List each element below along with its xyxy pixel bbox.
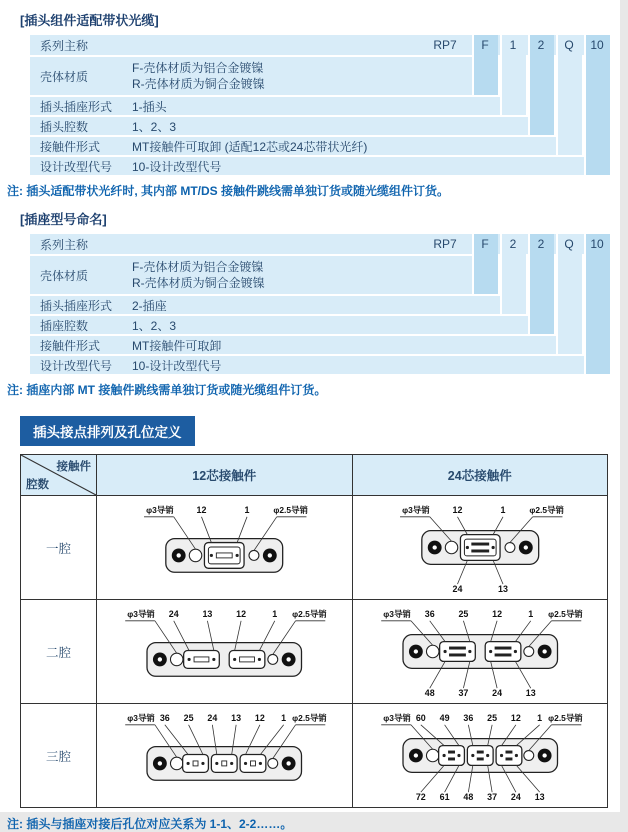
table-row-shell bbox=[30, 256, 498, 294]
connector-diagram-1cavity-24core bbox=[353, 496, 608, 599]
corner-header-cell bbox=[21, 455, 96, 495]
model-code-form: 2 bbox=[509, 237, 517, 251]
row-label: 设计改型代号 bbox=[40, 358, 113, 373]
column-header-12core: 12芯接触件 bbox=[96, 455, 352, 495]
svg-text:24: 24 bbox=[168, 608, 179, 619]
table-row-cavity bbox=[30, 316, 554, 334]
svg-text:1: 1 bbox=[536, 712, 542, 723]
socket-note: 注: 插座内部 MT 接触件跳线需单独订货或随光缆组件订货。 bbox=[7, 383, 327, 397]
connector-diagram-cell bbox=[96, 495, 352, 599]
svg-text:24: 24 bbox=[207, 712, 218, 723]
svg-text:1: 1 bbox=[281, 712, 287, 723]
svg-text:36: 36 bbox=[424, 608, 435, 619]
row-value: 1、2、3 bbox=[132, 119, 177, 134]
row-value bbox=[132, 60, 498, 92]
svg-text:φ2.5导销: φ2.5导销 bbox=[547, 608, 583, 619]
row-value bbox=[132, 259, 498, 291]
row-label: 系列主称 bbox=[40, 38, 89, 53]
svg-text:φ3导销: φ3导销 bbox=[146, 504, 174, 515]
model-code-series: RP7 bbox=[433, 237, 457, 251]
shell-option-f: F-壳体材质为铝合金镀镍 bbox=[132, 61, 264, 75]
connector-diagram-cell bbox=[96, 703, 352, 807]
svg-text:72: 72 bbox=[415, 792, 426, 803]
model-code-cavity: 2 bbox=[537, 237, 545, 251]
cavity-row-label: 一腔 bbox=[21, 495, 96, 599]
svg-text:φ3导销: φ3导销 bbox=[401, 504, 430, 515]
model-code-design: 10 bbox=[590, 38, 604, 52]
plug-model-code-table bbox=[30, 35, 610, 175]
svg-text:1: 1 bbox=[244, 504, 250, 515]
connector-diagram-3cavity-24core bbox=[353, 704, 608, 807]
svg-text:φ3导销: φ3导销 bbox=[127, 712, 155, 723]
row-value: MT接触件可取卸 (适配12芯或24芯带状光纤) bbox=[132, 139, 368, 154]
code-column-band bbox=[584, 234, 610, 374]
svg-text:φ3导销: φ3导销 bbox=[127, 608, 155, 619]
svg-text:49: 49 bbox=[439, 712, 450, 723]
svg-text:φ2.5导销: φ2.5导销 bbox=[547, 712, 583, 723]
row-label: 接触件形式 bbox=[40, 338, 101, 353]
model-code-contact: Q bbox=[564, 38, 574, 52]
plug-section-title: [插头组件适配带状光缆] bbox=[20, 13, 159, 28]
table-row-design bbox=[30, 157, 610, 175]
connector-diagram-3cavity-12core bbox=[97, 704, 352, 807]
row-value: 2-插座 bbox=[132, 298, 167, 313]
svg-text:24: 24 bbox=[491, 688, 502, 699]
svg-text:48: 48 bbox=[424, 688, 435, 699]
model-code-series: RP7 bbox=[433, 38, 457, 52]
row-value: 10-设计改型代号 bbox=[132, 159, 222, 174]
svg-text:φ3导销: φ3导销 bbox=[382, 608, 411, 619]
connector-diagram-2cavity-24core bbox=[353, 600, 608, 703]
svg-text:12: 12 bbox=[510, 712, 521, 723]
svg-text:1: 1 bbox=[500, 504, 506, 515]
svg-text:φ2.5导销: φ2.5导销 bbox=[528, 504, 564, 515]
connector-diagram-cell bbox=[96, 599, 352, 703]
svg-text:12: 12 bbox=[254, 712, 265, 723]
table-row-contact bbox=[30, 137, 582, 155]
table-row-form bbox=[30, 296, 526, 314]
svg-text:37: 37 bbox=[486, 792, 497, 803]
svg-text:24: 24 bbox=[510, 792, 521, 803]
table-row-form bbox=[30, 97, 526, 115]
svg-text:13: 13 bbox=[534, 792, 545, 803]
row-label: 壳体材质 bbox=[40, 69, 89, 84]
svg-text:13: 13 bbox=[497, 584, 508, 595]
svg-text:25: 25 bbox=[457, 608, 468, 619]
svg-text:φ2.5导销: φ2.5导销 bbox=[273, 504, 308, 515]
svg-text:12: 12 bbox=[452, 504, 462, 515]
row-label: 系列主称 bbox=[40, 237, 89, 252]
model-code-shell: F bbox=[481, 38, 489, 52]
code-column-band bbox=[584, 35, 610, 175]
arrangement-section-title: 插头接点排列及孔位定义 bbox=[20, 416, 195, 446]
table-row-cavity bbox=[30, 117, 554, 135]
arrangement-note: 注: 插头与插座对接后孔位对应关系为 1-1、2-2……。 bbox=[7, 817, 293, 831]
model-code-design: 10 bbox=[590, 237, 604, 251]
table-row-shell bbox=[30, 57, 498, 95]
row-label: 插头插座形式 bbox=[40, 99, 113, 114]
row-label: 设计改型代号 bbox=[40, 159, 113, 174]
svg-text:13: 13 bbox=[231, 712, 242, 723]
table-row-contact bbox=[30, 336, 582, 354]
connector-diagram-cell bbox=[352, 703, 608, 807]
cavity-row-label: 二腔 bbox=[21, 599, 96, 703]
svg-text:25: 25 bbox=[183, 712, 194, 723]
corner-label-contact: 接触件 bbox=[56, 461, 91, 473]
svg-text:61: 61 bbox=[439, 792, 450, 803]
svg-text:1: 1 bbox=[272, 608, 278, 619]
row-label: 插头腔数 bbox=[40, 119, 89, 134]
connector-diagram-1cavity-12core bbox=[97, 496, 352, 599]
row-value: 10-设计改型代号 bbox=[132, 358, 222, 373]
model-code-form: 1 bbox=[509, 38, 517, 52]
model-code-contact: Q bbox=[564, 237, 574, 251]
svg-text:24: 24 bbox=[452, 584, 462, 595]
row-label: 插座腔数 bbox=[40, 318, 89, 333]
contact-arrangement-table bbox=[20, 454, 608, 808]
column-header-24core: 24芯接触件 bbox=[352, 455, 608, 495]
shell-option-f: F-壳体材质为铝合金镀镍 bbox=[132, 260, 264, 274]
svg-text:12: 12 bbox=[196, 504, 207, 515]
socket-section-title: [插座型号命名] bbox=[20, 212, 107, 227]
svg-text:36: 36 bbox=[462, 712, 473, 723]
connector-diagram-2cavity-12core bbox=[97, 600, 352, 703]
shell-option-r: R-壳体材质为铜合金镀镍 bbox=[132, 77, 265, 91]
cavity-row-label: 三腔 bbox=[21, 703, 96, 807]
model-code-shell: F bbox=[481, 237, 489, 251]
svg-text:φ2.5导销: φ2.5导销 bbox=[292, 608, 327, 619]
svg-text:13: 13 bbox=[202, 608, 213, 619]
svg-text:13: 13 bbox=[525, 688, 536, 699]
plug-note: 注: 插头适配带状光纤时, 其内部 MT/DS 接触件跳线需单独订货或随光缆组件订货。 bbox=[7, 184, 449, 198]
connector-diagram-cell bbox=[352, 495, 608, 599]
svg-text:37: 37 bbox=[457, 688, 468, 699]
svg-text:12: 12 bbox=[236, 608, 247, 619]
svg-text:48: 48 bbox=[462, 792, 473, 803]
connector-diagram-cell bbox=[352, 599, 608, 703]
svg-text:1: 1 bbox=[527, 608, 533, 619]
corner-label-cavity: 腔数 bbox=[26, 479, 49, 491]
svg-text:12: 12 bbox=[491, 608, 502, 619]
svg-text:25: 25 bbox=[486, 712, 497, 723]
svg-text:60: 60 bbox=[415, 712, 426, 723]
row-value: 1、2、3 bbox=[132, 318, 177, 333]
table-row-design bbox=[30, 356, 610, 374]
shell-option-r: R-壳体材质为铜合金镀镍 bbox=[132, 276, 265, 290]
svg-text:36: 36 bbox=[159, 712, 170, 723]
socket-model-code-table bbox=[30, 234, 610, 374]
svg-text:φ2.5导销: φ2.5导销 bbox=[292, 712, 327, 723]
row-label: 接触件形式 bbox=[40, 139, 101, 154]
svg-text:φ3导销: φ3导销 bbox=[382, 712, 411, 723]
model-code-cavity: 2 bbox=[537, 38, 545, 52]
row-label: 插头插座形式 bbox=[40, 298, 113, 313]
row-value: 1-插头 bbox=[132, 99, 167, 114]
row-value: MT接触件可取卸 bbox=[132, 338, 222, 353]
row-label: 壳体材质 bbox=[40, 268, 89, 283]
